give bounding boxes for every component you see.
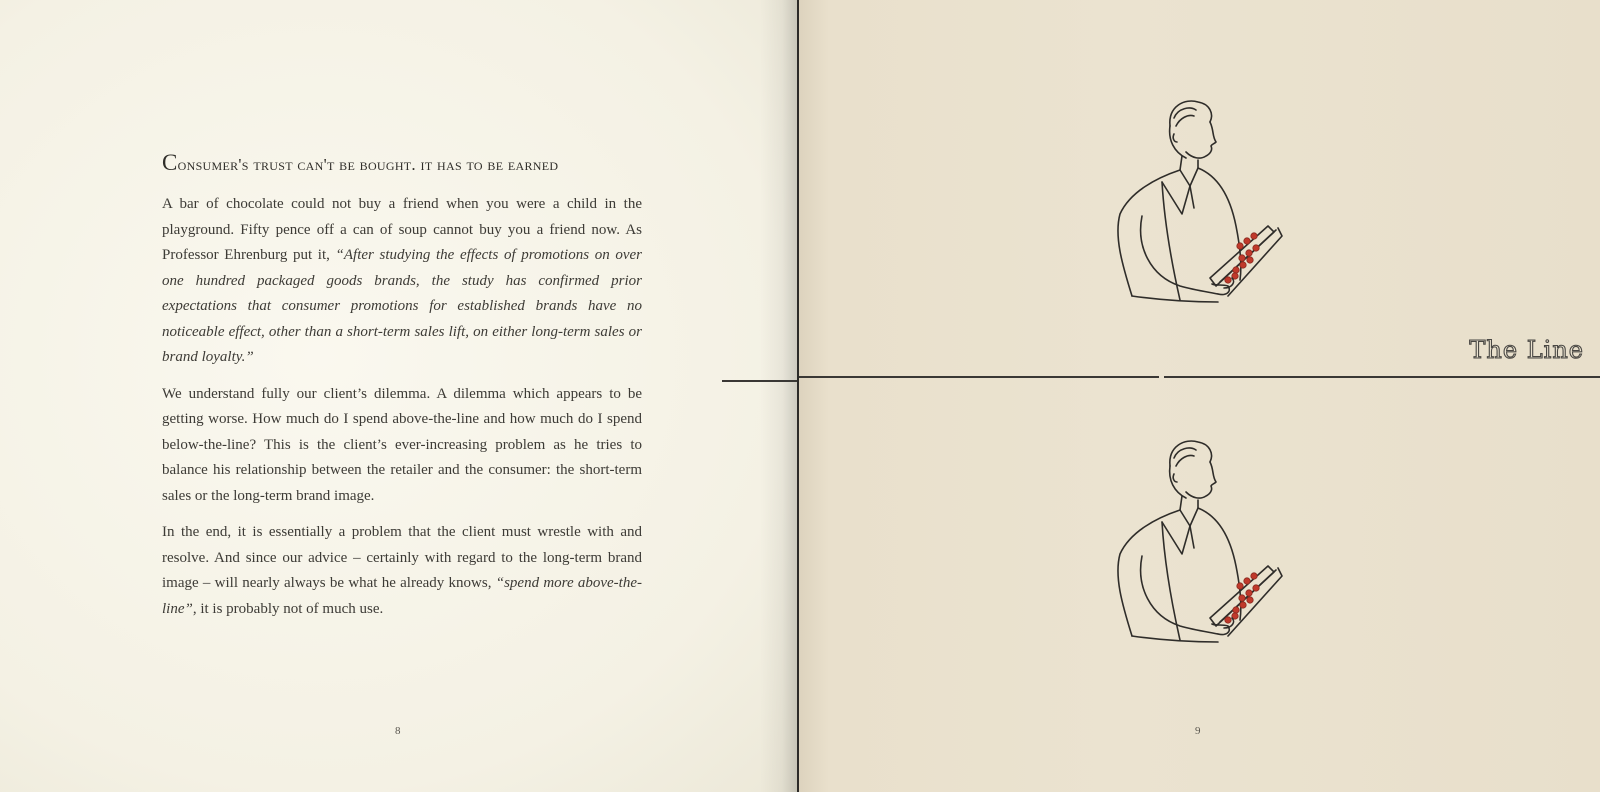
paragraph-1-quote: “After studying the effects of promotions on over one hundred packaged goods brands, the study has confirmed prior expectations that consumer promotions for established brands have no noticeable effect, other than a short-term sales lift, on either long-term sales or brand loyalty.” (162, 247, 642, 365)
gutter-shadow (760, 0, 797, 792)
man-with-abacus-icon-lower (1090, 436, 1310, 656)
paragraph-3 (162, 520, 642, 622)
page-heading: Consumer's trust can't be bought. it has to be earned (162, 150, 559, 175)
paragraph-3-text: In the end, it is essentially a problem that the client must wrestle with and resolve. And since our advice – certainly with regard to the long-term brand image – will nearly always be what he already knows, (162, 524, 642, 591)
man-with-abacus-icon (1090, 96, 1310, 316)
paragraph-3-tail: , it is probably not of much use. (192, 600, 384, 617)
paragraph-1-text: A bar of chocolate could not buy a friend when you were a child in the playground. Fifty pence off a can of soup cannot buy you a friend now. As Professor Ehrenburg put it, (162, 196, 642, 263)
left-page (0, 0, 797, 792)
article-text (162, 150, 642, 633)
page-edge (797, 0, 799, 792)
paragraph-1 (162, 192, 642, 371)
page-number-left: 8 (395, 725, 401, 737)
paragraph-2-text: We understand fully our client’s dilemma. A dilemma which appears to be getting worse. How much do I spend above-the-line and how much do I spend below-the-line? This is the client’s ever-increasing problem as he tries to balance his relationship between the retailer and the consumer: the short-term sales or the long-term brand image. (162, 385, 642, 504)
the-line-rule-right-extension (1164, 376, 1600, 378)
paragraph-3-quote: “spend more above-the-line” (162, 575, 642, 617)
paragraph-2 (162, 382, 642, 510)
the-line-label: The Line (1469, 336, 1584, 364)
page-number-right: 9 (1195, 725, 1201, 737)
the-line-rule-left (722, 380, 797, 382)
the-line-rule-right (799, 376, 1159, 378)
